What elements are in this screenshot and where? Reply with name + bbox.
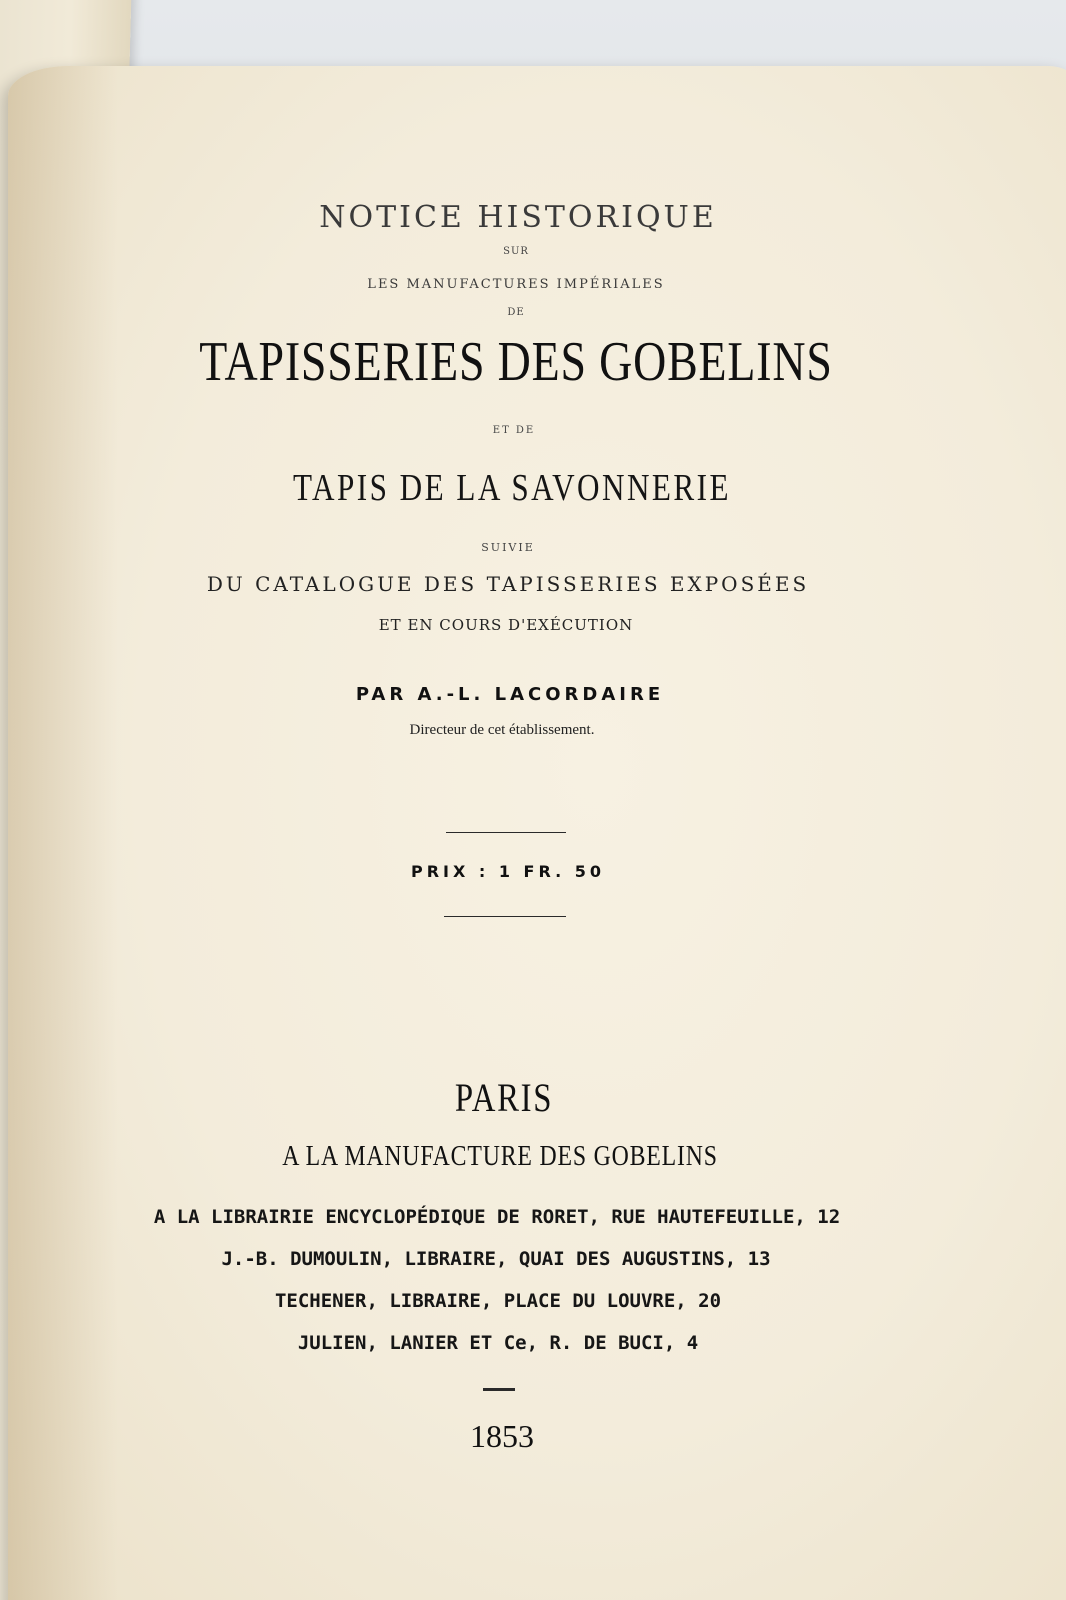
rule-bottom [444,916,566,917]
bookseller-2: J.-B. DUMOULIN, LIBRAIRE, QUAI DES AUGUSTINS, 13 [221,1248,771,1270]
et-de-line: ET DE [492,425,536,436]
bookseller-4: JULIEN, LANIER ET Ce, R. DE BUCI, 4 [297,1332,699,1354]
main-title: TAPISSERIES DES GOBELINS [199,331,833,393]
year-line: 1853 [470,1418,534,1454]
catalogue-line: DU CATALOGUE DES TAPISSERIES EXPOSÉES [206,572,810,596]
author-role: Directeur de cet établissement. [409,722,595,738]
manufactures-line: LES MANUFACTURES IMPÉRIALES [367,277,665,292]
publisher-main: A LA MANUFACTURE DES GOBELINS [282,1140,718,1172]
rule-top [446,832,566,833]
city-line: PARIS [454,1075,554,1120]
notice-heading: NOTICE HISTORIQUE [319,200,717,235]
de-line: DE [507,307,525,318]
price-line: PRIX : 1 FR. 50 [410,862,606,881]
second-title: TAPIS DE LA SAVONNERIE [293,467,731,509]
bookseller-1: A LA LIBRAIRIE ENCYCLOPÉDIQUE DE RORET, RUE HAUTEFEUILLE, 12 [153,1206,841,1228]
sur-line: SUR [503,246,529,257]
suivie-line: SUIVIE [481,541,535,554]
execution-line: ET EN COURS D'EXÉCUTION [378,616,634,634]
author-line: PAR A.-L. LACORDAIRE [355,684,665,705]
bookseller-3: TECHENER, LIBRAIRE, PLACE DU LOUVRE, 20 [274,1290,722,1312]
dash-separator [483,1388,515,1391]
